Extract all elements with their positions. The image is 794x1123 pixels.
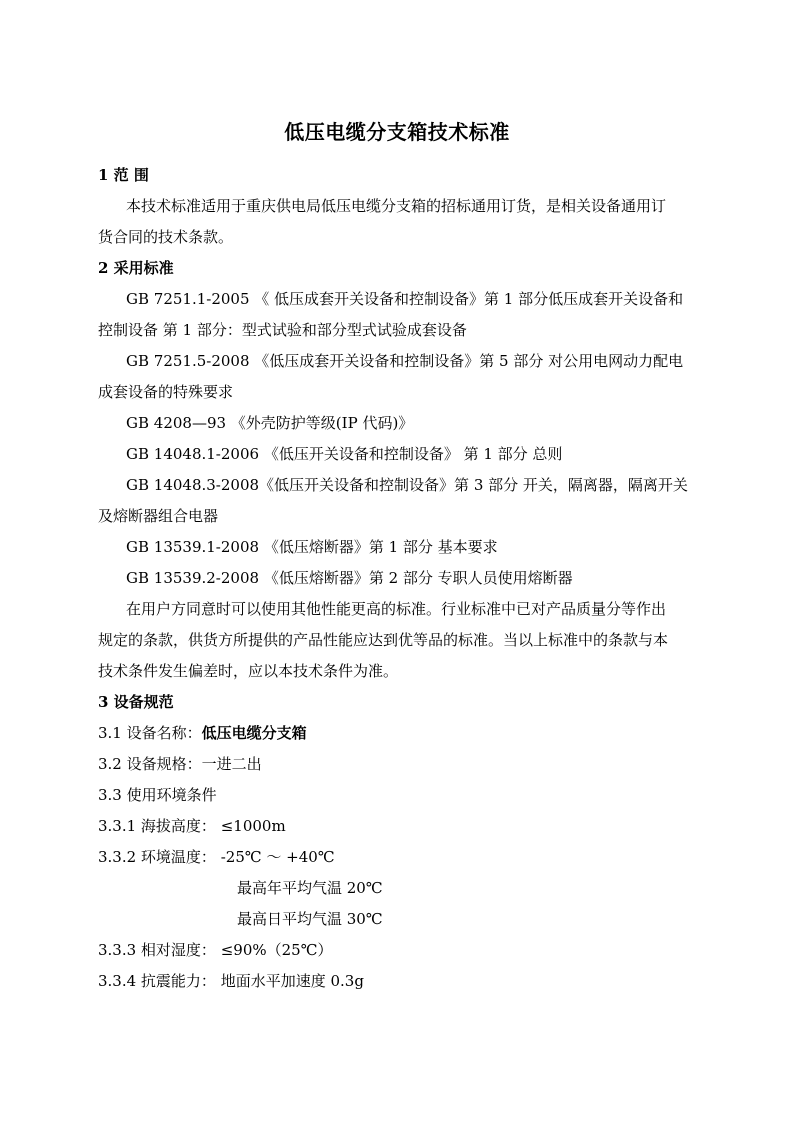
standard-2-line-1: GB 7251.5-2008 《低压成套开关设备和控制设备》第 5 部分 对公用电网动力配电: [126, 352, 684, 370]
section-1-heading: 1 范 围: [98, 166, 149, 184]
standard-7: GB 13539.2-2008 《低压熔断器》第 2 部分 专职人员使用熔断器: [126, 569, 573, 587]
item-3-3-3: 3.3.3 相对湿度： ≤90%（25℃）: [98, 941, 333, 959]
standard-1-line-2: 控制设备 第 1 部分：型式试验和部分型式试验成套设备: [98, 321, 467, 339]
standard-6: GB 13539.1-2008 《低压熔断器》第 1 部分 基本要求: [126, 538, 498, 556]
standard-3: GB 4208—93 《外壳防护等级(IP 代码)》: [126, 414, 414, 432]
document-title: 低压电缆分支箱技术标准: [284, 120, 510, 144]
standard-5-line-1: GB 14048.3-2008《低压开关设备和控制设备》第 3 部分 开关，隔离器，隔离开关: [126, 476, 688, 494]
section-3-heading: 3 设备规范: [98, 693, 174, 711]
standard-1-line-1: GB 7251.1-2005 《 低压成套开关设备和控制设备》第 1 部分低压成套开关设备和: [126, 290, 684, 308]
item-3-3-2-sub-1: 最高年平均气温 20℃: [237, 879, 383, 897]
item-3-1-label: 3.1 设备名称：: [98, 724, 202, 742]
item-3-3-2: 3.3.2 环境温度： -25℃ ～ +40℃: [98, 848, 335, 866]
item-3-2: 3.2 设备规格：一进二出: [98, 755, 262, 773]
standard-4: GB 14048.1-2006 《低压开关设备和控制设备》 第 1 部分 总则: [126, 445, 563, 463]
section-2-paragraph-line-2: 规定的条款，供货方所提供的产品性能应达到优等品的标准。当以上标准中的条款与本: [98, 631, 669, 649]
item-3-1: [98, 723, 307, 743]
section-2-paragraph-line-1: 在用户方同意时可以使用其他性能更高的标准。行业标准中已对产品质量分等作出: [126, 600, 667, 618]
standard-2-line-2: 成套设备的特殊要求: [98, 383, 234, 401]
section-2-paragraph-line-3: 技术条件发生偏差时，应以本技术条件为准。: [98, 662, 399, 680]
item-3-3-2-sub-2: 最高日平均气温 30℃: [237, 910, 383, 928]
section-2-heading: 2 采用标准: [98, 259, 174, 277]
standard-5-line-2: 及熔断器组合电器: [98, 507, 219, 525]
section-1-paragraph-line-2: 货合同的技术条款。: [98, 228, 234, 246]
section-1-paragraph-line-1: 本技术标准适用于重庆供电局低压电缆分支箱的招标通用订货，是相关设备通用订: [126, 197, 667, 215]
item-3-3-4: 3.3.4 抗震能力： 地面水平加速度 0.3g: [98, 972, 364, 990]
item-3-3: 3.3 使用环境条件: [98, 786, 217, 804]
item-3-3-1: 3.3.1 海拔高度： ≤1000m: [98, 817, 286, 835]
item-3-1-value: 低压电缆分支箱: [201, 724, 307, 742]
